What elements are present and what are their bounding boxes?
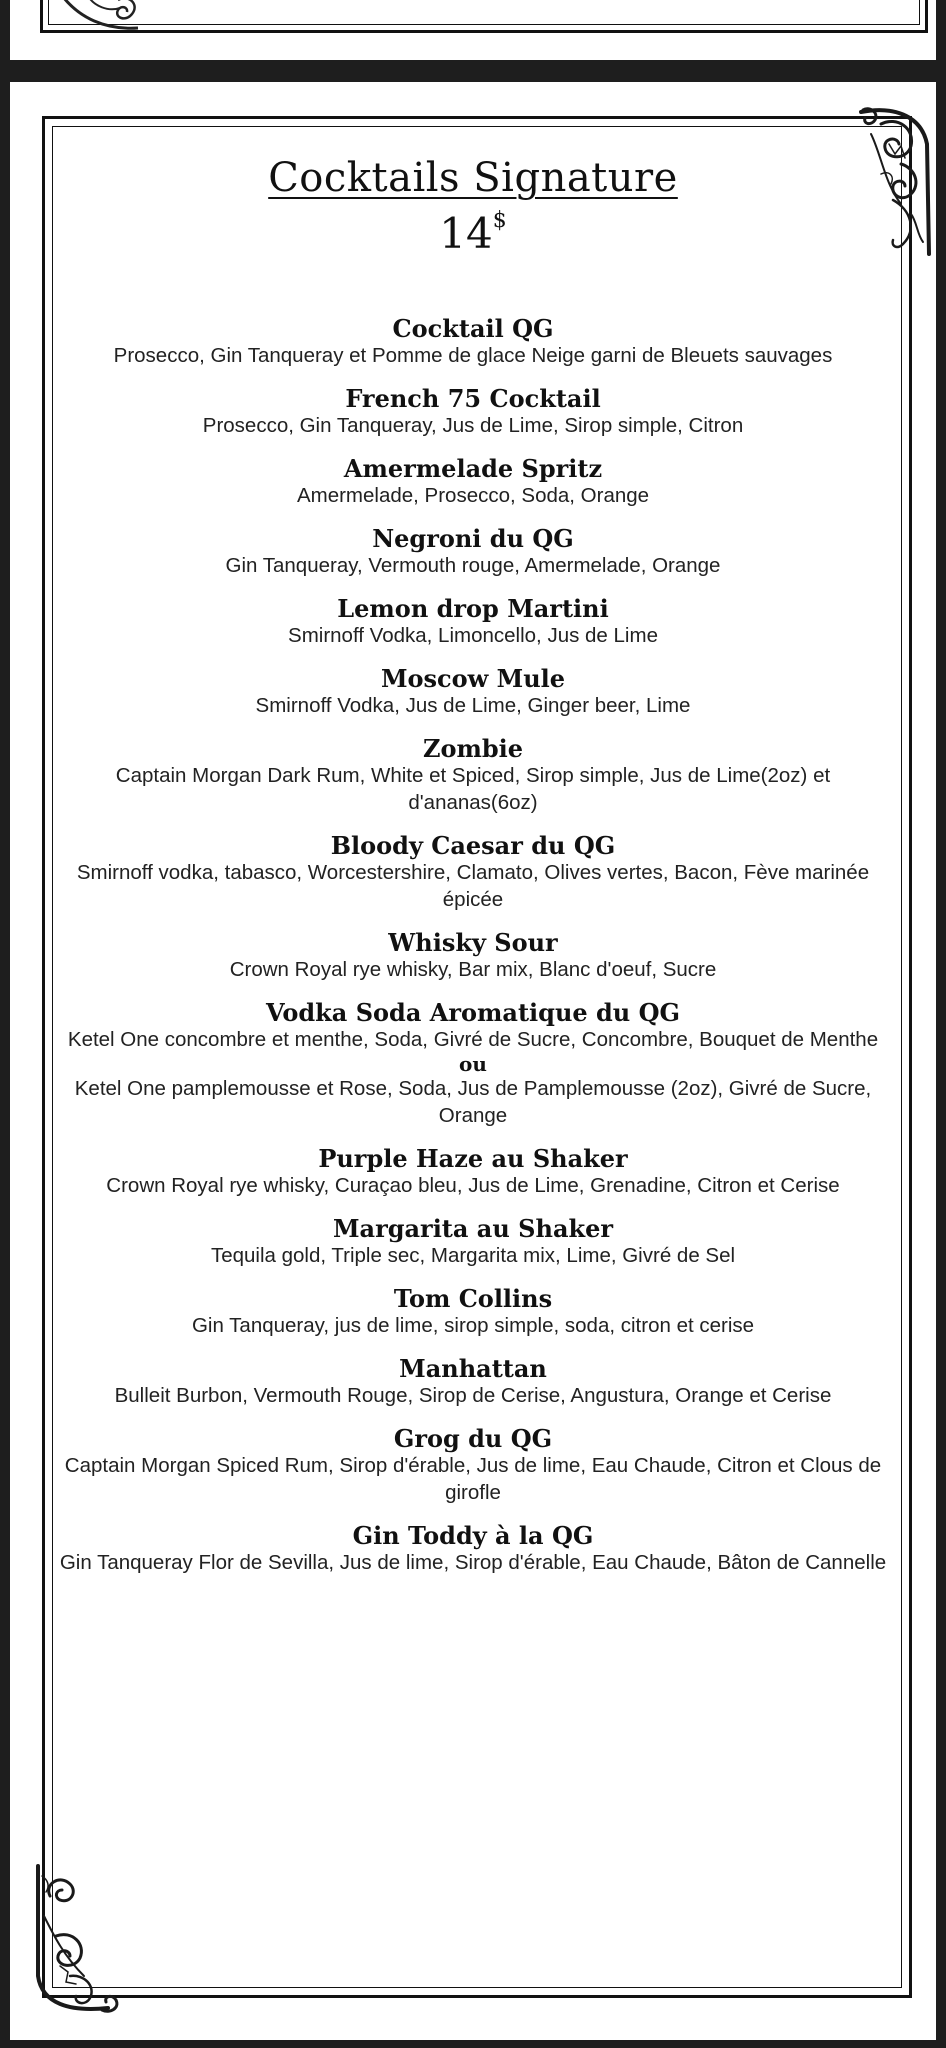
menu-item-name: Purple Haze au Shaker [318, 1144, 628, 1173]
menu-item-description: Smirnoff Vodka, Jus de Lime, Ginger beer, Lime [255, 694, 691, 717]
menu-item-description: Ketel One concombre et menthe, Soda, Givré de Sucre, Concombre, Bouquet de Menthe [67, 1028, 879, 1051]
menu-item [50, 1425, 896, 1506]
menu-item [50, 455, 896, 509]
menu-item-description: Tequila gold, Triple sec, Margarita mix, Lime, Givré de Sel [210, 1244, 736, 1267]
menu-item-name: French 75 Cocktail [345, 384, 601, 413]
menu-item-description: Smirnoff Vodka, Limoncello, Jus de Lime [288, 624, 658, 647]
menu-item-name: Amermelade Spritz [343, 454, 603, 483]
menu-card [10, 82, 936, 2040]
menu-item [50, 1522, 896, 1576]
menu-item-name: Margarita au Shaker [332, 1214, 614, 1243]
menu-item-name: Bloody Caesar du QG [330, 831, 616, 860]
menu-item [50, 929, 896, 983]
menu-item-name: Moscow Mule [380, 664, 566, 693]
menu-item [50, 1285, 896, 1339]
ornamental-scroll-corner-icon [48, 0, 143, 42]
menu-item-description: Prosecco, Gin Tanqueray et Pomme de glace Neige garni de Bleuets sauvages [113, 344, 833, 367]
menu-item-description: Prosecco, Gin Tanqueray, Jus de Lime, Sirop simple, Citron [202, 414, 744, 437]
menu-item [50, 1145, 896, 1199]
menu-content [50, 154, 896, 1592]
menu-item-description: Crown Royal rye whisky, Bar mix, Blanc d'oeuf, Sucre [229, 958, 717, 981]
menu-item-description: Captain Morgan Spiced Rum, Sirop d'érable, Jus de lime, Eau Chaude, Citron et Clous de girofle [64, 1454, 882, 1504]
menu-item-description-alternative: Ketel One pamplemousse et Rose, Soda, Jus de Pamplemousse (2oz), Givré de Sucre, Orange [74, 1077, 872, 1127]
menu-item-name: Vodka Soda Aromatique du QG [265, 998, 681, 1027]
menu-item [50, 1355, 896, 1409]
menu-item [50, 385, 896, 439]
menu-item-name: Whisky Sour [388, 928, 558, 957]
ornamental-scroll-corner-icon [30, 1856, 125, 2016]
menu-item [50, 735, 896, 816]
menu-item-description: Gin Tanqueray Flor de Sevilla, Jus de lime, Sirop d'érable, Eau Chaude, Bâton de Cannelle [59, 1551, 887, 1574]
menu-item-name: Lemon drop Martini [337, 594, 609, 623]
menu-item [50, 999, 896, 1129]
menu-item-name: Manhattan [399, 1354, 547, 1383]
menu-price [50, 202, 896, 259]
menu-item-name: Zombie [422, 734, 524, 763]
menu-item [50, 525, 896, 579]
menu-item [50, 315, 896, 369]
price-currency: $ [492, 208, 507, 233]
menu-item-name: Gin Toddy à la QG [352, 1521, 594, 1550]
menu-item [50, 665, 896, 719]
menu-item-name: Tom Collins [393, 1284, 553, 1313]
menu-item-name: Cocktail QG [392, 314, 554, 343]
price-value: 14 [439, 209, 493, 258]
menu-item [50, 832, 896, 913]
menu-item-description: Gin Tanqueray, Vermouth rouge, Amermelade, Orange [225, 554, 721, 577]
menu-item-description: Amermelade, Prosecco, Soda, Orange [296, 484, 650, 507]
menu-title: Cocktails Signature [268, 155, 678, 201]
menu-item [50, 595, 896, 649]
menu-item [50, 1215, 896, 1269]
menu-item-name: Negroni du QG [372, 524, 574, 553]
menu-item-description: Crown Royal rye whisky, Curaçao bleu, Jus de Lime, Grenadine, Citron et Cerise [106, 1174, 840, 1197]
menu-item-name: Grog du QG [393, 1424, 553, 1453]
menu-item-description: Gin Tanqueray, jus de lime, sirop simple, soda, citron et cerise [191, 1314, 755, 1337]
menu-item-or-separator: ou [459, 1052, 487, 1076]
menu-item-description: Smirnoff vodka, tabasco, Worcestershire, Clamato, Olives vertes, Bacon, Fève marinée épicée [76, 861, 870, 911]
menu-item-description: Captain Morgan Dark Rum, White et Spiced, Sirop simple, Jus de Lime(2oz) et d'ananas(6oz) [115, 764, 831, 814]
previous-card-frame [40, 0, 928, 33]
previous-menu-card [10, 0, 936, 60]
menu-item-description: Bulleit Burbon, Vermouth Rouge, Sirop de Cerise, Angustura, Orange et Cerise [114, 1384, 832, 1407]
